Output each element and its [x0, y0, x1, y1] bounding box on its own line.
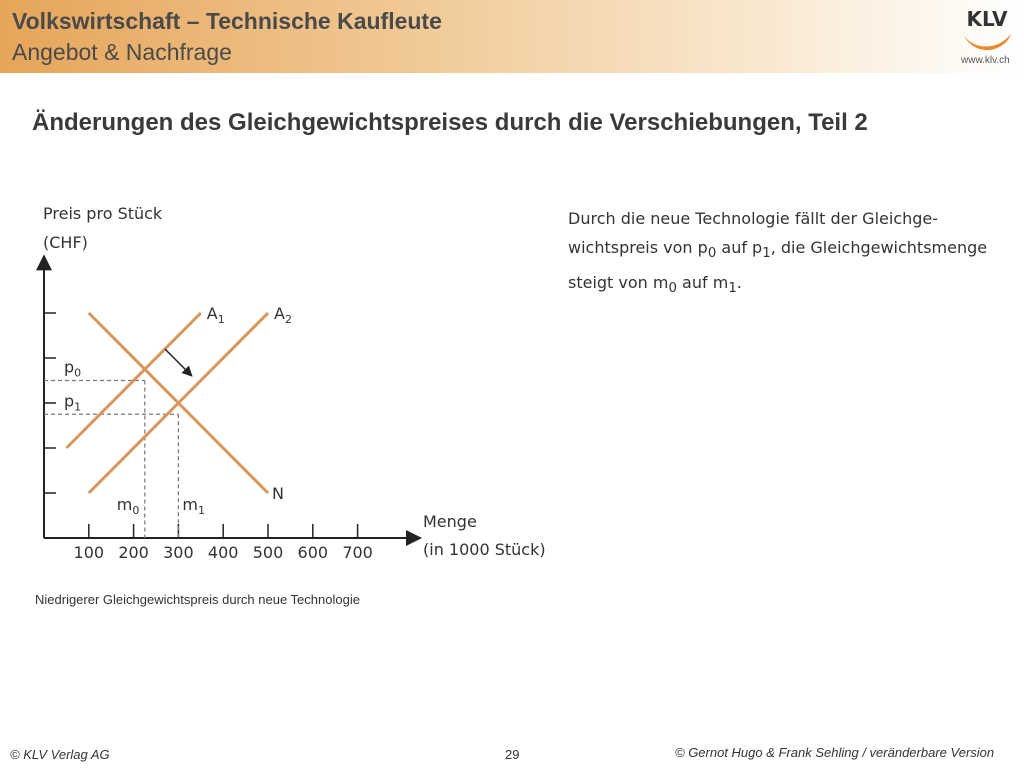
equilibrium-quantity-label: $m_0$	[116, 495, 140, 517]
explanation-part6: auf m	[676, 273, 729, 293]
logo-swoosh	[961, 30, 1011, 50]
explanation-part1: Durch die neue Technologie fällt der Gleichge-	[568, 209, 939, 228]
supply-demand-chart	[0, 190, 560, 580]
equilibrium-quantity-label: $m_1$	[182, 495, 205, 517]
x-axis-tick-label: 100	[73, 543, 105, 562]
curve-label: N	[272, 484, 284, 503]
course-title: Volkswirtschaft – Technische Kaufleute	[12, 8, 442, 34]
curve-label: $A_2$	[274, 304, 292, 326]
y-axis-unit: (CHF)	[43, 233, 88, 252]
explanation-p1-sub: 1	[762, 246, 771, 262]
page-number: 29	[505, 747, 520, 762]
footer-copyright: © KLV Verlag AG	[10, 747, 110, 762]
x-axis-tick-label: 300	[163, 543, 194, 562]
x-axis-tick-label: 500	[252, 543, 284, 562]
x-axis-unit: (in 1000 Stück)	[423, 540, 546, 559]
explanation-p0-sub: 0	[707, 246, 717, 262]
course-subtitle: Angebot & Nachfrage	[12, 39, 232, 65]
logo-text: KLV	[966, 7, 1008, 31]
explanation-part7: .	[736, 273, 742, 293]
slide-title: Änderungen des Gleichgewichtspreises durch die Verschiebungen, Teil 2	[32, 109, 868, 136]
explanation-part4: , die Gleichgewichtsmenge	[770, 238, 988, 257]
x-axis-tick-label: 700	[342, 543, 373, 562]
explanation-part3: auf p	[716, 238, 763, 257]
logo-url: www.klv.ch	[961, 55, 1010, 66]
supply-shift-arrow	[165, 349, 192, 376]
equilibrium-price-label: $p_0$	[64, 357, 82, 380]
explanation-m1-sub: 1	[728, 281, 737, 297]
explanation-m0-sub: 0	[668, 281, 677, 297]
curve-label: $A_1$	[206, 304, 225, 326]
y-axis-label: Preis pro Stück	[43, 204, 163, 223]
explanation-part5: steigt von m	[568, 273, 669, 293]
footer-authors: © Gernot Hugo & Frank Sehling / veränderbare Version	[675, 745, 995, 760]
explanation-part2: wichtspreis von p	[568, 238, 708, 257]
figure-caption: Niedrigerer Gleichgewichtspreis durch neue Technologie	[35, 592, 360, 607]
x-axis-tick-label: 400	[207, 543, 239, 562]
explanation-text	[568, 204, 1008, 303]
x-axis-tick-label: 600	[297, 543, 329, 562]
equilibrium-price-label: $p_1$	[64, 391, 82, 414]
x-axis-tick-label: 200	[118, 543, 149, 562]
x-axis-label: Menge	[423, 512, 477, 531]
